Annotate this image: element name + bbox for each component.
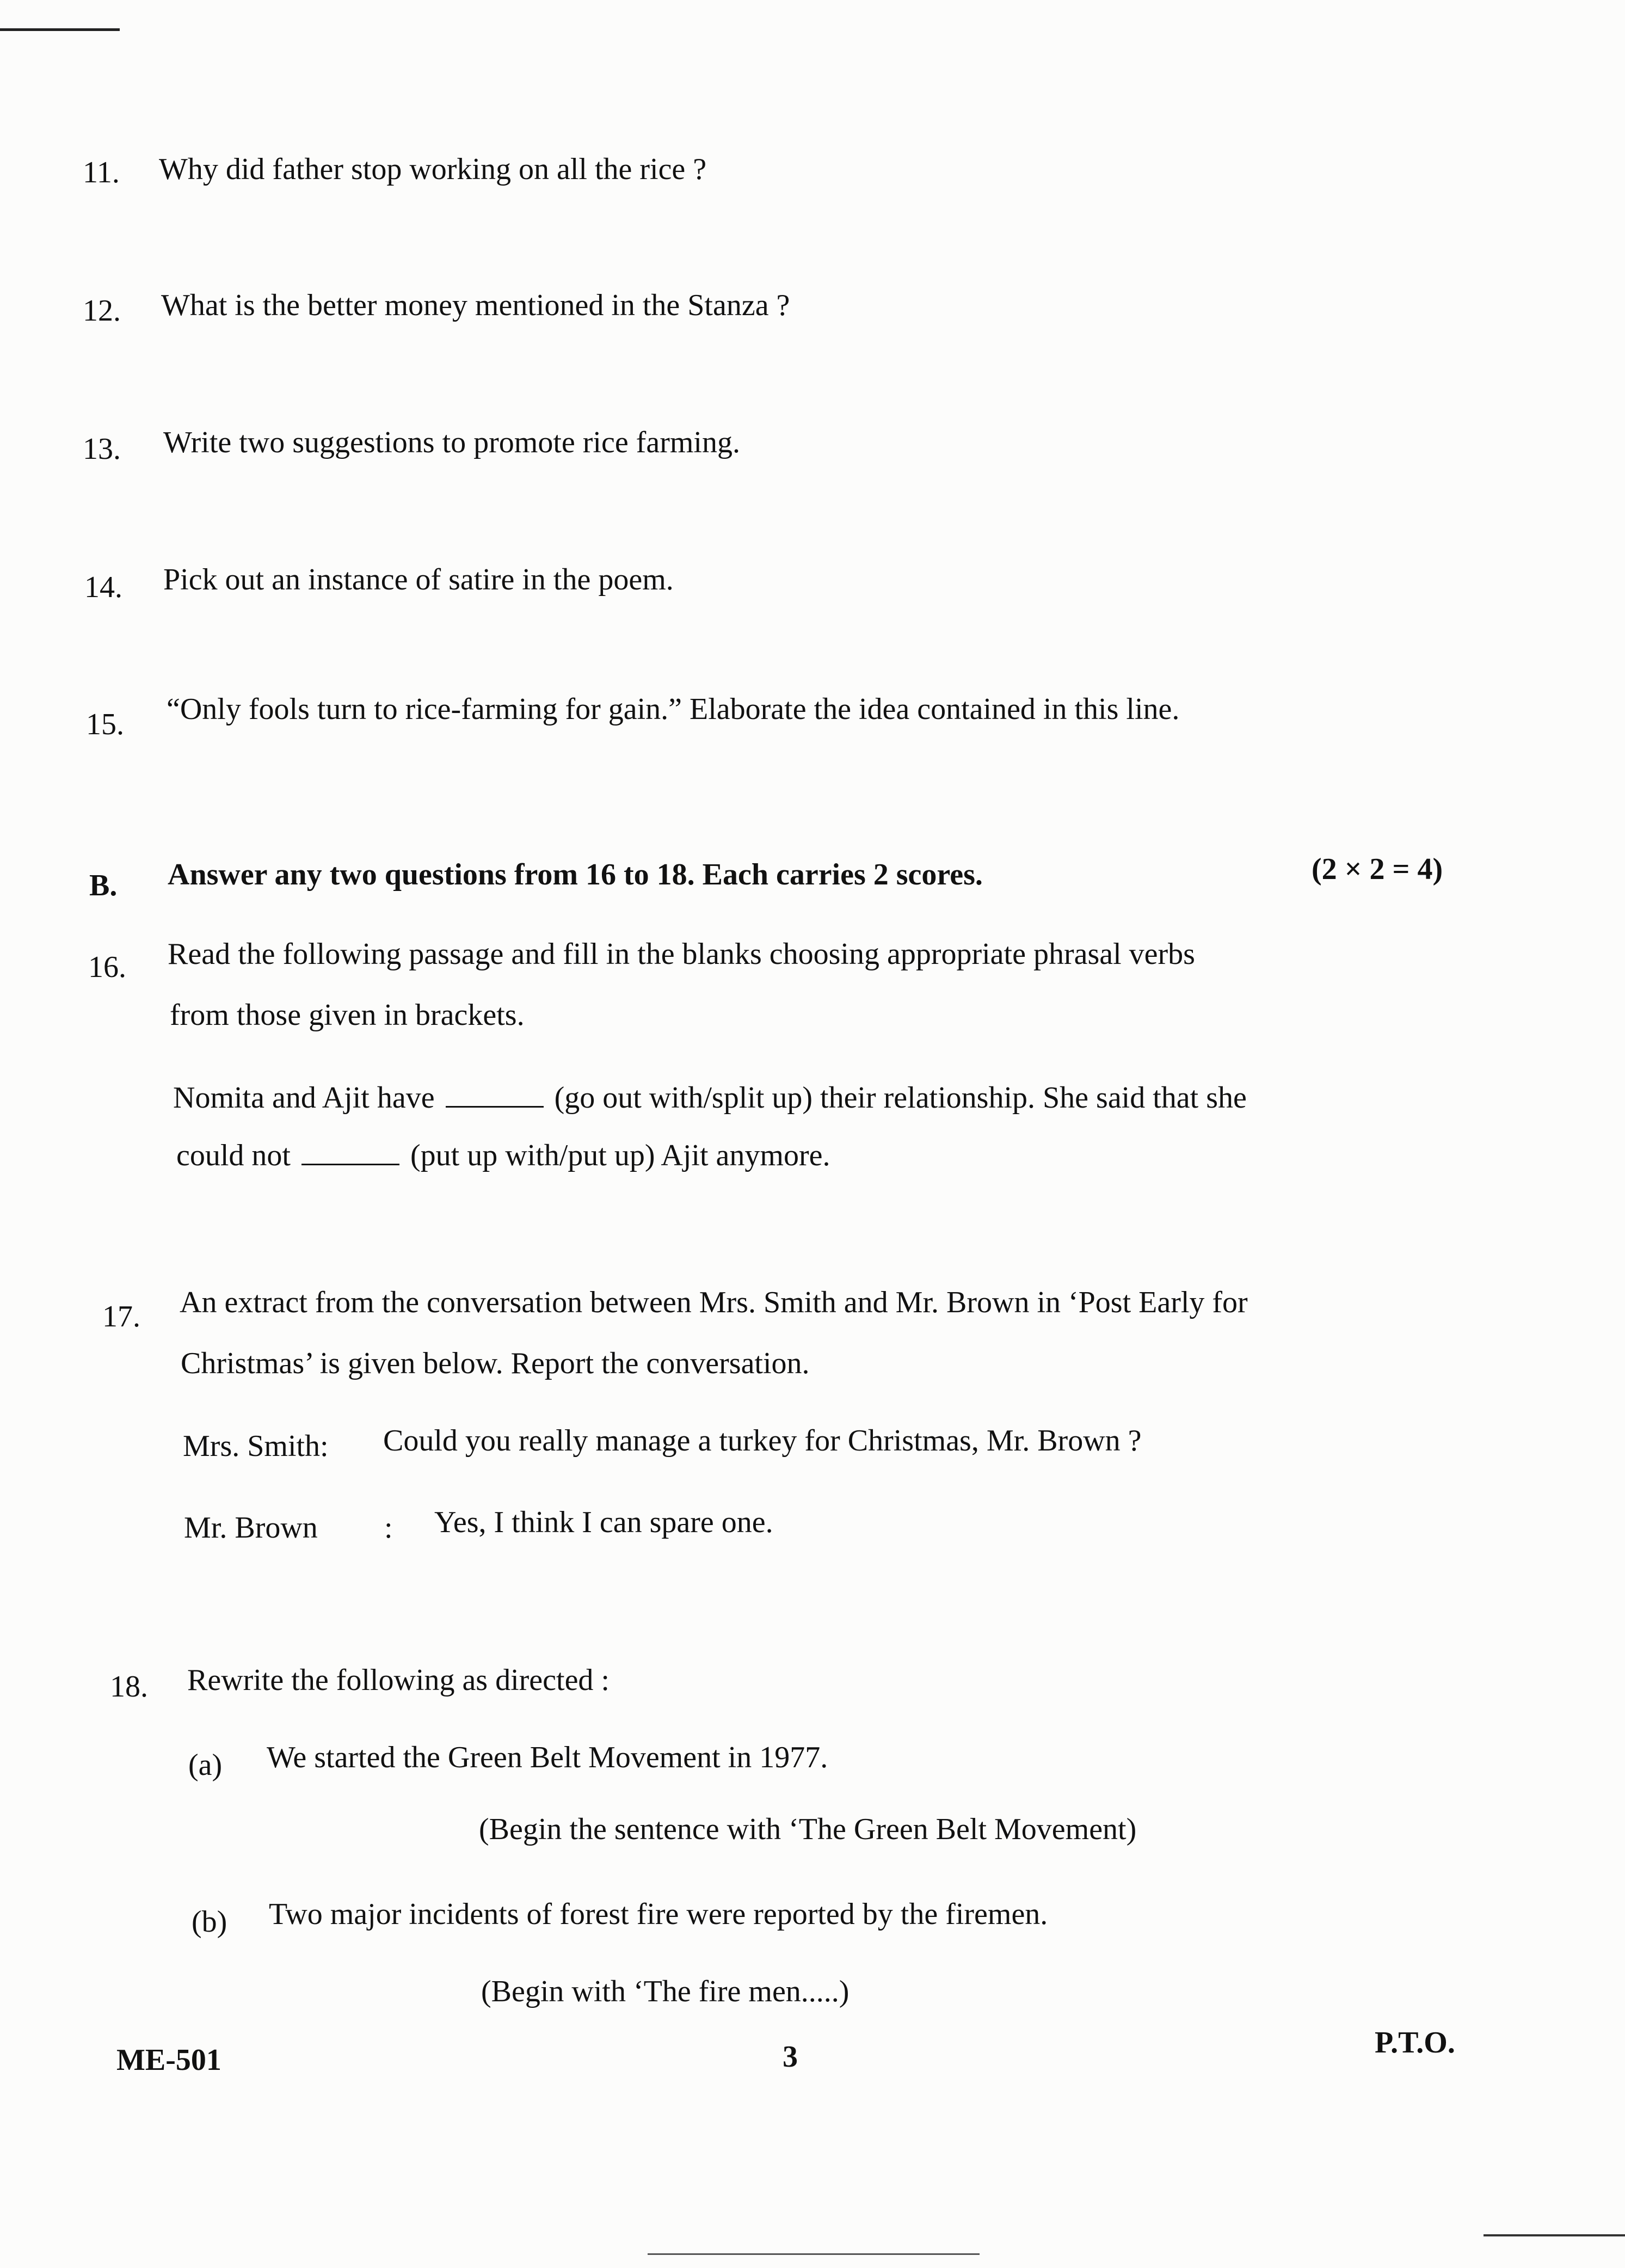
question-15-number: 15.: [86, 708, 124, 741]
question-14-text: Pick out an instance of satire in the poem.: [163, 563, 674, 597]
question-13-number: 13.: [83, 432, 121, 466]
question-12-number: 12.: [83, 294, 121, 328]
bottom-right-rule: [1484, 2234, 1625, 2236]
question-11-number: 11.: [83, 156, 120, 189]
question-16-number: 16.: [88, 950, 126, 984]
speaker-mrs-smith: Mrs. Smith:: [183, 1429, 329, 1463]
passage-line2-start: could not: [176, 1139, 291, 1172]
passage-line1-end: (go out with/split up) their relationship. She said that she: [554, 1081, 1247, 1115]
question-18-number: 18.: [110, 1670, 148, 1704]
top-rule: [0, 28, 120, 31]
speaker-mr-brown: Mr. Brown: [184, 1511, 318, 1545]
question-17-prompt-line1: An extract from the conversation between Mrs. Smith and Mr. Brown in ‘Post Early for: [180, 1286, 1248, 1319]
question-18a-label: (a): [188, 1748, 223, 1782]
section-b-score: (2 × 2 = 4): [1312, 852, 1443, 886]
pto-label: P.T.O.: [1375, 2026, 1455, 2060]
question-11-text: Why did father stop working on all the rice ?: [159, 152, 707, 186]
question-12-text: What is the better money mentioned in the Stanza ?: [161, 288, 790, 322]
question-16-passage-line2: [176, 1138, 830, 1174]
section-b-label: B.: [89, 869, 118, 902]
question-15-text: “Only fools turn to rice-farming for gain.” Elaborate the idea contained in this line.: [167, 692, 1180, 726]
blank-1: [446, 1082, 544, 1108]
question-16-passage-line1: [173, 1080, 1247, 1116]
speech-mrs-smith: Could you really manage a turkey for Christmas, Mr. Brown ?: [383, 1424, 1142, 1458]
speaker-colon: :: [384, 1511, 393, 1545]
section-b-instruction: Answer any two questions from 16 to 18. Each carries 2 scores.: [168, 858, 983, 892]
passage-line2-end: (put up with/put up) Ajit anymore.: [410, 1139, 830, 1172]
question-18a-text: We started the Green Belt Movement in 1977.: [267, 1741, 828, 1774]
question-18b-label: (b): [192, 1905, 227, 1939]
question-14-number: 14.: [84, 570, 122, 604]
question-17-number: 17.: [102, 1300, 140, 1333]
question-13-text: Write two suggestions to promote rice farming.: [163, 426, 740, 459]
speech-mr-brown: Yes, I think I can spare one.: [434, 1505, 773, 1539]
question-16-prompt-line1: Read the following passage and fill in the blanks choosing appropriate phrasal verbs: [168, 937, 1195, 971]
bottom-center-rule: [648, 2253, 980, 2255]
exam-code: ME-501: [116, 2043, 221, 2077]
question-16-prompt-line2: from those given in brackets.: [170, 998, 525, 1032]
passage-line1-start: Nomita and Ajit have: [173, 1081, 435, 1115]
question-18b-direction: (Begin with ‘The fire men.....): [481, 1975, 850, 2008]
question-18b-text: Two major incidents of forest fire were reported by the firemen.: [269, 1897, 1048, 1931]
question-17-prompt-line2: Christmas’ is given below. Report the conversation.: [181, 1347, 810, 1380]
question-18-prompt: Rewrite the following as directed :: [187, 1663, 610, 1697]
blank-2: [301, 1140, 399, 1165]
question-18a-direction: (Begin the sentence with ‘The Green Belt Movement): [479, 1812, 1137, 1846]
page-number: 3: [783, 2040, 798, 2074]
